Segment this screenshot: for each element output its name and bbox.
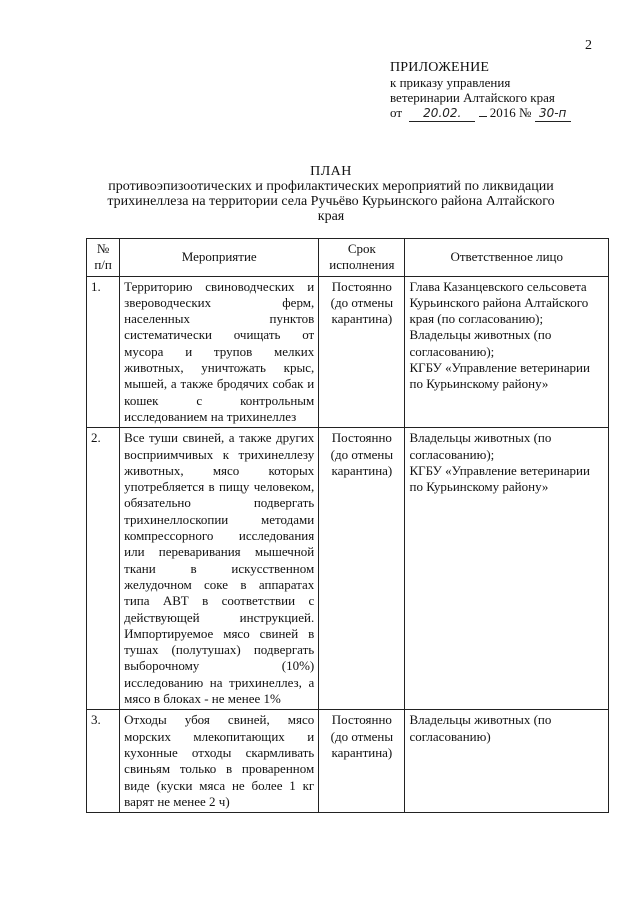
header-term: Срок исполнения xyxy=(319,239,405,277)
order-year: 2016 № xyxy=(489,105,532,120)
plan-subtitle: противоэпизоотических и профилактических мероприятий по ликвидации трихинеллеза на территории села Ручьёво Курьинского района Алтайского края xyxy=(107,179,555,224)
row-responsible xyxy=(405,428,609,710)
plan-table xyxy=(86,238,609,813)
row-number: 2. xyxy=(87,428,120,710)
document-heading xyxy=(96,164,566,224)
responsible-item: Владельцы животных (по согласованию); xyxy=(409,430,552,462)
date-prefix: от xyxy=(390,105,403,120)
table-row xyxy=(87,710,609,813)
appendix-block xyxy=(390,60,610,122)
appendix-line-2: ветеринарии Алтайского края xyxy=(390,90,555,105)
header-responsible: Ответственное лицо xyxy=(405,239,609,277)
order-number-handwritten: 30-п xyxy=(538,106,567,120)
row-activity: Все туши свиней, а также других восприимчивых к трихинеллезу животных, мясо которых употребляется в пищу человеком, обязательно подвергать трихинеллоскопии методами компрессорного исследования или переваривания мышечной ткани в искусственном желудочном соке в аппаратах типа АВТ в соответствии с действующей инструкцией. Импортируемое мясо свиней в тушах (полутушах) подвергать выборочному (10%) исследованию на трихинеллез, а мясо в блоках - не менее 1% xyxy=(120,428,319,710)
appendix-title: ПРИЛОЖЕНИЕ xyxy=(390,60,490,75)
row-number: 1. xyxy=(87,276,120,428)
header-num: № п/п xyxy=(87,239,120,277)
row-term: Постоянно (до отмены карантина) xyxy=(319,428,405,710)
appendix-date-line xyxy=(390,105,610,122)
page-number: 2 xyxy=(585,38,592,53)
row-number: 3. xyxy=(87,710,120,813)
responsible-item: КГБУ «Управление ветеринарии по Курьинскому району» xyxy=(409,360,590,392)
row-term: Постоянно (до отмены карантина) xyxy=(319,276,405,428)
responsible-item: КГБУ «Управление ветеринарии по Курьинскому району» xyxy=(409,462,590,495)
table-row xyxy=(87,276,609,428)
plan-title: ПЛАН xyxy=(310,164,352,179)
table-row xyxy=(87,428,609,710)
responsible-item: Глава Казанцевского сельсовета Курьинского района Алтайского края (по согласованию); xyxy=(409,278,589,327)
date-handwritten: 20.02. xyxy=(423,106,462,120)
row-activity: Отходы убоя свиней, мясо морских млекопитающих и кухонные отходы скармливать свиньям только в проваренном виде (куски мяса не более 1 кг варят не менее 2 ч) xyxy=(120,710,319,813)
responsible-item: Владельцы животных (по согласованию) xyxy=(409,712,552,744)
row-term: Постоянно (до отмены карантина) xyxy=(319,710,405,813)
responsible-item: Владельцы животных (по согласованию); xyxy=(409,327,552,359)
row-responsible xyxy=(405,276,609,428)
header-activity: Мероприятие xyxy=(120,239,319,277)
row-responsible xyxy=(405,710,609,813)
row-activity: Территорию свиноводческих и звероводческих ферм, населенных пунктов систематически очищать от мусора и трупов мелких животных, уничтожать крыс, мышей, а также бродячих собак и кошек с контрольным исследованием на трихинеллез xyxy=(120,276,319,428)
table-header-row xyxy=(87,239,609,277)
appendix-line-1: к приказу управления xyxy=(390,75,511,90)
